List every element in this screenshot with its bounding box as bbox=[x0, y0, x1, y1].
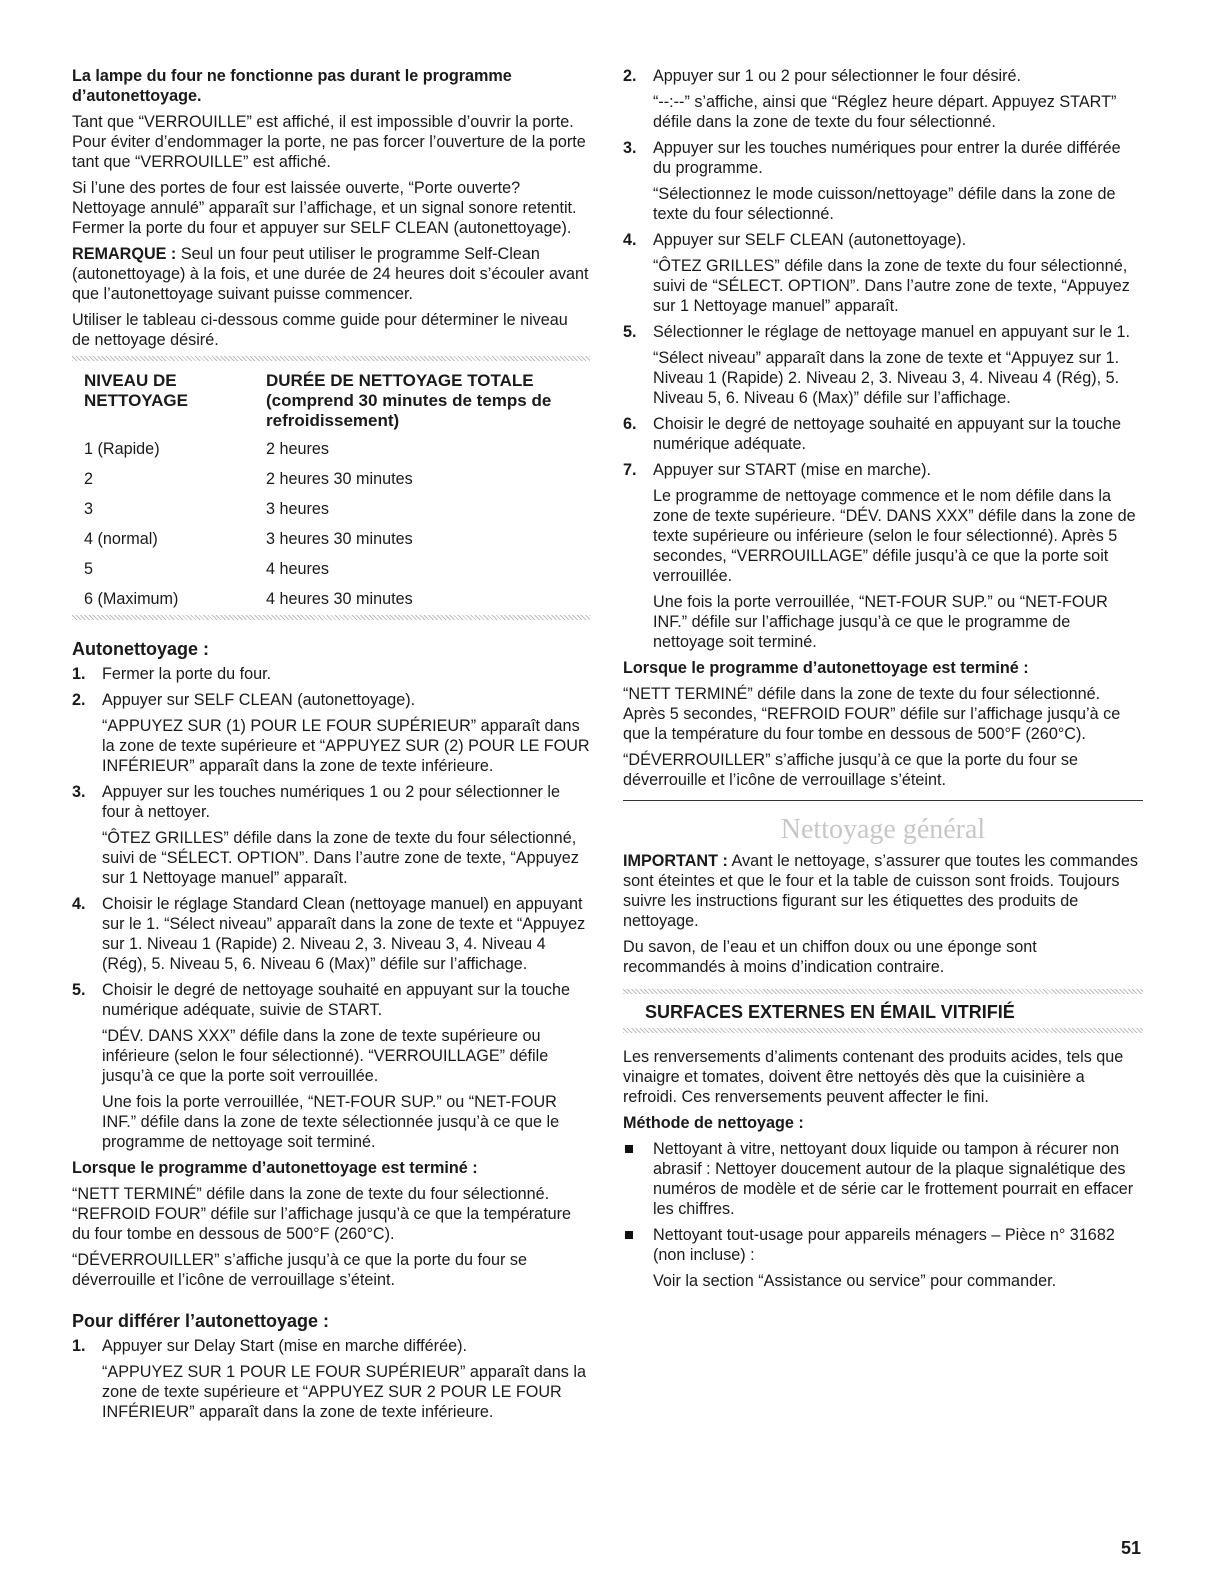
step-text: Appuyer sur SELF CLEAN (autonettoyage). bbox=[102, 691, 416, 709]
table-row bbox=[72, 555, 590, 585]
step-number: 2. bbox=[623, 67, 637, 85]
remarque-text: Seul un four peut utiliser le programme Self-Clean (autonettoyage) à la fois, et une durée de 24 heures doit s’écouler avant que l’autonettoyage suivant puisse commencer. bbox=[72, 245, 589, 303]
table-body bbox=[72, 435, 590, 615]
cell-duration: 2 heures 30 minutes bbox=[266, 470, 413, 488]
step-text: “Sélect niveau” apparaît dans la zone de texte et “Appuyez sur 1. Niveau 1 (Rapide) 2. Niveau 2, 3. Niveau 3, 4. Niveau 4 (Rég), 5. Niveau 5, 6. Niveau 6 (Max)” défile sur l’affichage. bbox=[653, 349, 1120, 407]
delay-heading: Pour différer l’autonettoyage : bbox=[72, 1311, 330, 1331]
step-text: Appuyer sur 1 ou 2 pour sélectionner le four désiré. bbox=[653, 67, 1022, 85]
cell-level: 1 (Rapide) bbox=[84, 440, 160, 458]
cell-duration: 3 heures bbox=[266, 500, 329, 518]
autonettoyage-heading: Autonettoyage : bbox=[72, 639, 209, 659]
table-row bbox=[72, 495, 590, 525]
cleaning-level-table bbox=[72, 365, 590, 615]
table-row bbox=[72, 435, 590, 465]
delay-step bbox=[623, 66, 1143, 132]
header-duration: DURÉE DE NETTOYAGE TOTALE (comprend 30 minutes de temps de refroidissement) bbox=[266, 371, 552, 430]
section-divider bbox=[623, 800, 1143, 801]
savon-paragraph: Du savon, de l’eau et un chiffon doux ou une éponge sont recommandés à moins d’indication contraire. bbox=[623, 938, 1037, 976]
step-text: Choisir le degré de nettoyage souhaité en appuyant sur la touche numérique adéquate, suivie de START. bbox=[102, 981, 570, 1019]
section-title: Nettoyage général bbox=[780, 814, 986, 845]
delay-step bbox=[623, 230, 1143, 316]
step-text: Appuyer sur les touches numériques pour entrer la durée différée du programme. bbox=[653, 139, 1121, 177]
important-text: Avant le nettoyage, s’assurer que toutes les commandes sont éteintes et que le four et la table de cuisson sont froids. Toujours suivre les instructions figurant sur les étiquettes des produits de nettoyage. bbox=[623, 852, 1138, 930]
done-heading-left: Lorsque le programme d’autonettoyage est terminé : bbox=[72, 1159, 478, 1177]
step-text: Choisir le degré de nettoyage souhaité en appuyant sur la touche numérique adéquate. bbox=[653, 415, 1121, 453]
cell-level: 5 bbox=[84, 560, 94, 578]
important-note bbox=[623, 851, 1143, 931]
autonettoyage-step bbox=[72, 980, 590, 1152]
cell-duration: 4 heures 30 minutes bbox=[266, 590, 413, 608]
autonettoyage-steps bbox=[72, 664, 590, 1152]
cell-level: 4 (normal) bbox=[84, 530, 158, 548]
banner-bottom-divider bbox=[623, 1028, 1143, 1033]
important-label: IMPORTANT : bbox=[623, 852, 728, 870]
done-paragraph-2-left: “DÉVERROUILLER” s’affiche jusqu’à ce que la porte du four se déverrouille et l’icône de verrouillage s’éteint. bbox=[72, 1251, 527, 1289]
step-text: Le programme de nettoyage commence et le nom défile dans la zone de texte supérieure. “DÉV. DANS XXX” défile dans la zone de texte supérieure ou inférieure (selon le four sélectionné). Après 5 secondes, “VERROUILLAGE” défile jusqu’à ce que la porte soit verrouillée. bbox=[653, 487, 1136, 585]
table-header-row bbox=[72, 365, 590, 435]
surfaces-paragraph: Les renversements d’aliments contenant des produits acides, tels que vinaigre et tomates, doivent être nettoyés dès que la cuisinière a refroidi. Ces renversements peuvent affecter le fini. bbox=[623, 1048, 1124, 1106]
delay-step bbox=[72, 1336, 590, 1422]
autonettoyage-step bbox=[72, 664, 590, 684]
surfaces-banner-title: SURFACES EXTERNES EN ÉMAIL VITRIFIÉ bbox=[645, 1002, 1015, 1022]
step-text: Appuyer sur SELF CLEAN (autonettoyage). bbox=[653, 231, 967, 249]
step-number: 5. bbox=[623, 323, 637, 341]
left-column bbox=[72, 66, 590, 1428]
square-bullet-icon bbox=[625, 1145, 633, 1153]
autonettoyage-step bbox=[72, 894, 590, 974]
methode-bullet-item bbox=[623, 1225, 1143, 1291]
cell-level: 3 bbox=[84, 500, 94, 518]
lamp-paragraph-1: Tant que “VERROUILLE” est affiché, il est impossible d’ouvrir la porte. Pour éviter d’endommager la porte, ne pas forcer l’ouverture de la porte tant que “VERROUILLE” est affiché. bbox=[72, 113, 586, 171]
lamp-heading: La lampe du four ne fonctionne pas durant le programme d’autonettoyage. bbox=[72, 67, 512, 105]
step-text: “ÔTEZ GRILLES” défile dans la zone de texte du four sélectionné, suivi de “SÉLECT. OPTION”. Dans l’autre zone de texte, “Appuyez sur 1 Nettoyage manuel” apparaît. bbox=[102, 829, 579, 887]
cell-level: 6 (Maximum) bbox=[84, 590, 179, 608]
step-number: 3. bbox=[72, 783, 86, 801]
remarque-label: REMARQUE : bbox=[72, 245, 177, 263]
step-text: Une fois la porte verrouillée, “NET-FOUR SUP.” ou “NET-FOUR INF.” défile dans la zone de texte sélectionnée jusqu’à ce que le programme de nettoyage soit terminé. bbox=[102, 1093, 560, 1151]
methode-bullets bbox=[623, 1139, 1143, 1291]
delay-step bbox=[623, 414, 1143, 454]
step-number: 4. bbox=[72, 895, 86, 913]
table-bottom-divider bbox=[72, 615, 590, 620]
square-bullet-icon bbox=[625, 1231, 633, 1239]
table-top-divider bbox=[72, 356, 590, 361]
right-column bbox=[623, 66, 1143, 1297]
delay-step bbox=[623, 138, 1143, 224]
step-text: “Sélectionnez le mode cuisson/nettoyage” défile dans la zone de texte du four sélectionné. bbox=[653, 185, 1116, 223]
step-number: 3. bbox=[623, 139, 637, 157]
done-paragraph-1-right: “NETT TERMINÉ” défile dans la zone de texte du four sélectionné. Après 5 secondes, “REFROID FOUR” défile sur l’affichage jusqu’à ce que la température du four tombe en dessous de 500°F (260°C). bbox=[623, 685, 1121, 743]
bullet-text: Nettoyant à vitre, nettoyant doux liquide ou tampon à récurer non abrasif : Nettoyer doucement autour de la plaque signalétique des numéros de modèle et de série car le frottement pourrait en effacer les chiffres. bbox=[653, 1140, 1134, 1218]
cell-duration: 3 heures 30 minutes bbox=[266, 530, 413, 548]
done-heading-right: Lorsque le programme d’autonettoyage est terminé : bbox=[623, 659, 1029, 677]
cell-level: 2 bbox=[84, 470, 94, 488]
step-text: “ÔTEZ GRILLES” défile dans la zone de texte du four sélectionné, suivi de “SÉLECT. OPTION”. Dans l’autre zone de texte, “Appuyez sur 1 Nettoyage manuel” apparaît. bbox=[653, 257, 1130, 315]
step-number: 7. bbox=[623, 461, 637, 479]
remarque-note bbox=[72, 244, 590, 304]
lamp-paragraph-2: Si l’une des portes de four est laissée ouverte, “Porte ouverte? Nettoyage annulé” apparaît sur l’affichage, et un signal sonore retentit. Fermer la porte du four et appuyer sur SELF CLEAN (autonettoyage). bbox=[72, 179, 577, 237]
done-paragraph-2-right: “DÉVERROUILLER” s’affiche jusqu’à ce que la porte du four se déverrouille et l’icône de verrouillage s’éteint. bbox=[623, 751, 1078, 789]
step-number: 6. bbox=[623, 415, 637, 433]
step-number: 5. bbox=[72, 981, 86, 999]
step-text: Sélectionner le réglage de nettoyage manuel en appuyant sur le 1. bbox=[653, 323, 1130, 341]
step-text: Fermer la porte du four. bbox=[102, 665, 272, 683]
delay-steps-right bbox=[623, 66, 1143, 652]
step-number: 1. bbox=[72, 665, 86, 683]
step-text: “DÉV. DANS XXX” défile dans la zone de texte supérieure ou inférieure (selon le four sélectionné). “VERROUILLAGE” défile jusqu’à ce que la porte soit verrouillée. bbox=[102, 1027, 549, 1085]
step-number: 4. bbox=[623, 231, 637, 249]
methode-heading: Méthode de nettoyage : bbox=[623, 1114, 804, 1132]
step-text: “APPUYEZ SUR 1 POUR LE FOUR SUPÉRIEUR” apparaît dans la zone de texte supérieure et “APPUYEZ SUR 2 POUR LE FOUR INFÉRIEUR” apparaît dans la zone de texte inférieure. bbox=[102, 1363, 586, 1421]
step-text: Appuyer sur Delay Start (mise en marche différée). bbox=[102, 1337, 467, 1355]
page-number: 51 bbox=[1120, 1538, 1141, 1558]
delay-step bbox=[623, 460, 1143, 652]
autonettoyage-step bbox=[72, 690, 590, 776]
bullet-text: Voir la section “Assistance ou service” pour commander. bbox=[653, 1272, 1057, 1290]
bullet-text: Nettoyant tout-usage pour appareils ménagers – Pièce n° 31682 (non incluse) : bbox=[653, 1226, 1115, 1264]
table-row bbox=[72, 585, 590, 615]
header-level: NIVEAU DE NETTOYAGE bbox=[84, 371, 188, 410]
step-text: Choisir le réglage Standard Clean (nettoyage manuel) en appuyant sur le 1. “Sélect niveau” apparaît dans la zone de texte et “Appuyez sur 1. Niveau 1 (Rapide) 2. Niveau 2, 3. Niveau 3, 4. Niveau 4 (Rég), 5. Niveau 5, 6. Niveau 6 (Max)” défile sur l’affichage. bbox=[102, 895, 586, 973]
step-text: “--:--” s’affiche, ainsi que “Réglez heure départ. Appuyez START” défile dans la zone de texte du four sélectionné. bbox=[653, 93, 1117, 131]
cell-duration: 4 heures bbox=[266, 560, 329, 578]
cell-duration: 2 heures bbox=[266, 440, 329, 458]
table-row bbox=[72, 525, 590, 555]
step-number: 1. bbox=[72, 1337, 86, 1355]
delay-step bbox=[623, 322, 1143, 408]
methode-bullet-item bbox=[623, 1139, 1143, 1219]
step-number: 2. bbox=[72, 691, 86, 709]
table-row bbox=[72, 465, 590, 495]
step-text: “APPUYEZ SUR (1) POUR LE FOUR SUPÉRIEUR” apparaît dans la zone de texte supérieure et “APPUYEZ SUR (2) POUR LE FOUR INFÉRIEUR” apparaît dans la zone de texte inférieure. bbox=[102, 717, 590, 775]
step-text: Une fois la porte verrouillée, “NET-FOUR SUP.” ou “NET-FOUR INF.” défile sur l’affichage jusqu’à ce que le programme de nettoyage soit terminé. bbox=[653, 593, 1108, 651]
table-intro: Utiliser le tableau ci-dessous comme guide pour déterminer le niveau de nettoyage désiré. bbox=[72, 311, 568, 349]
delay-steps-left bbox=[72, 1336, 590, 1422]
step-text: Appuyer sur START (mise en marche). bbox=[653, 461, 931, 479]
autonettoyage-step bbox=[72, 782, 590, 888]
step-text: Appuyer sur les touches numériques 1 ou 2 pour sélectionner le four à nettoyer. bbox=[102, 783, 561, 821]
done-paragraph-1-left: “NETT TERMINÉ” défile dans la zone de texte du four sélectionné. “REFROID FOUR” défile sur l’affichage jusqu’à ce que la température du four tombe en dessous de 500°F (260°C). bbox=[72, 1185, 572, 1243]
